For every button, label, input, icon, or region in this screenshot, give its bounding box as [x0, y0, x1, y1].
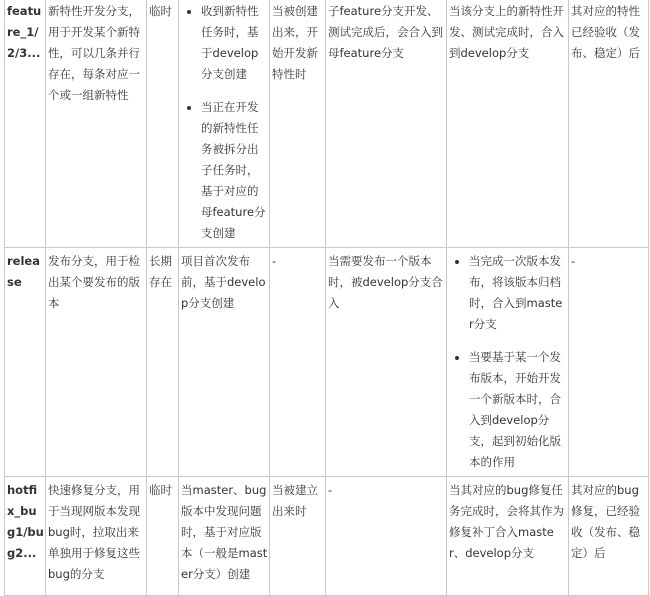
lifetime-cell: 临时 [147, 0, 179, 248]
description-cell: 快速修复分支，用于当现网版本发现bug时，拉取出来单独用于修复这些bug的分支 [46, 477, 147, 596]
branch-name-cell: hotfix_bug1/bug2... [5, 477, 46, 596]
create-source-cell: 项目首次发布前，基于develop分支创建 [179, 248, 270, 477]
create-source-cell: 当master、bug版本中发现问题时，基于对应版本（一般是master分支）创建 [179, 477, 270, 596]
lifetime-cell: 临时 [147, 477, 179, 596]
list-item: • 当正在开发的新特性任务被拆分出子任务时，基于对应的母feature分支创建 [201, 97, 268, 244]
table-row-feature [5, 0, 649, 248]
create-time-cell: 当被建立出来时 [270, 477, 326, 596]
branch-name-cell: release [5, 248, 46, 477]
merge-to-cell: 当其对应的bug修复任务完成时，会将其作为修复补丁合入master、develop分支 [447, 477, 569, 596]
merge-from-cell: 子feature分支开发、测试完成后，会合入到母feature分支 [326, 0, 447, 248]
list-item: • 当要基于某一个发布版本，开始开发一个新版本时，合入到develop分支，起到初始化版本的作用 [469, 347, 567, 473]
delete-when-cell: 其对应的bug修复，已经验收（发布、稳定）后 [569, 477, 649, 596]
create-source-list [181, 1, 268, 244]
merge-to-cell [447, 248, 569, 477]
description-cell: 发布分支，用于检出某个要发布的版本 [46, 248, 147, 477]
create-source-cell [179, 0, 270, 248]
merge-from-cell: - [326, 477, 447, 596]
table-row-hotfix [5, 477, 649, 596]
branch-table [4, 0, 649, 596]
description-cell: 新特性开发分支，用于开发某个新特性，可以几条并行存在，每条对应一个或一组新特性 [46, 0, 147, 248]
branch-name-cell: feature_1/2/3... [5, 0, 46, 248]
list-item: • 当完成一次版本发布，将该版本归档时，合入到master分支 [469, 251, 567, 335]
list-item: • 收到新特性任务时，基于develop分支创建 [201, 1, 268, 85]
create-time-cell: - [270, 248, 326, 477]
lifetime-cell: 长期存在 [147, 248, 179, 477]
create-time-cell: 当被创建出来，开始开发新特性时 [270, 0, 326, 248]
merge-to-cell: 当该分支上的新特性开发、测试完成时，合入到develop分支 [447, 0, 569, 248]
delete-when-cell: - [569, 248, 649, 477]
merge-from-cell: 当需要发布一个版本时，被develop分支合入 [326, 248, 447, 477]
table-row-release [5, 248, 649, 477]
merge-to-list [449, 251, 567, 473]
delete-when-cell: 其对应的特性已经验收（发布、稳定）后 [569, 0, 649, 248]
